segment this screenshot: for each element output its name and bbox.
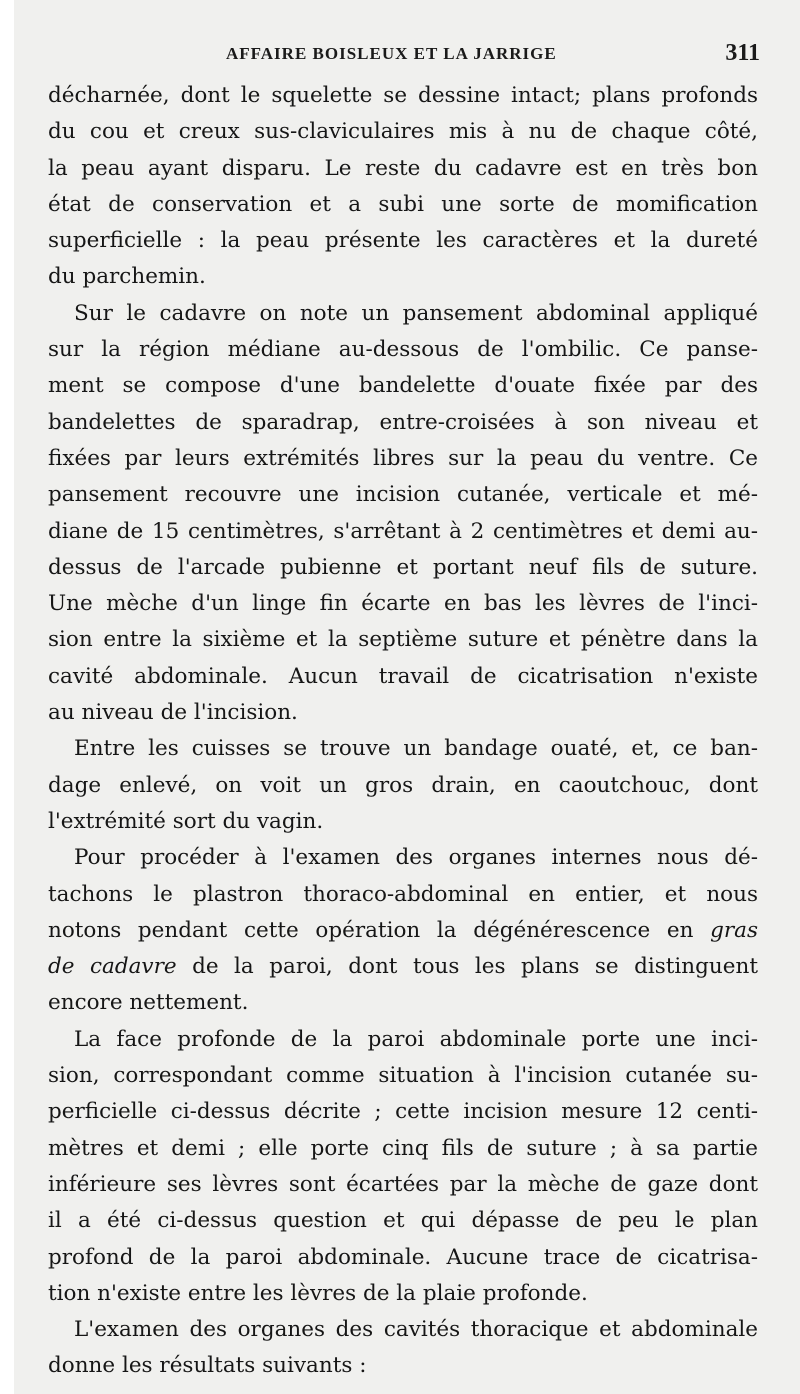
running-title: AFFAIRE BOISLEUX ET LA JARRIGE xyxy=(226,44,557,63)
text-line: au niveau de l'incision. xyxy=(48,700,298,726)
text-line: mètres et demi ; elle porte cinq fils de suture ; à sa partie xyxy=(48,1135,758,1161)
text-line: du parchemin. xyxy=(48,264,206,290)
text-line: dessus de l'arcade pubienne et portant neuf fils de suture. xyxy=(48,554,758,580)
text-line: sur la région médiane au-dessous de l'ombilic. Ce panse- xyxy=(48,337,758,363)
text-line: du cou et creux sus-claviculaires mis à nu de chaque côté, xyxy=(48,119,758,145)
paragraph xyxy=(48,1312,758,1385)
text-line: superficielle : la peau présente les caractères et la dureté xyxy=(48,228,758,254)
page-number: 311 xyxy=(725,40,760,66)
text-line: La face profonde de la paroi abdominale porte une inci- xyxy=(74,1026,758,1052)
italic-term: de cadavre xyxy=(48,954,177,980)
text-line: Entre les cuisses se trouve un bandage ouaté, et, ce ban- xyxy=(74,736,758,762)
text-fragment: notons pendant cette opération la dégénérescence en xyxy=(48,917,694,943)
text-line: donne les résultats suivants : xyxy=(48,1353,367,1379)
page-header xyxy=(48,40,760,70)
text-line: diane de 15 centimètres, s'arrêtant à 2 centimètres et demi au- xyxy=(48,518,758,544)
text-line: Pour procéder à l'examen des organes internes nous dé- xyxy=(74,845,758,871)
text-line: profond de la paroi abdominale. Aucune trace de cicatrisa- xyxy=(48,1244,758,1270)
paragraph xyxy=(48,78,758,296)
text-line xyxy=(48,913,758,949)
text-line: encore nettement. xyxy=(48,990,249,1016)
text-line: Sur le cadavre on note un pansement abdominal appliqué xyxy=(74,300,758,326)
text-line: pansement recouvre une incision cutanée, verticale et mé- xyxy=(48,482,758,508)
paragraph xyxy=(48,731,758,840)
text-line: Une mèche d'un linge fin écarte en bas les lèvres de l'inci- xyxy=(48,591,758,617)
text-line: dage enlevé, on voit un gros drain, en caoutchouc, dont xyxy=(48,772,758,798)
text-line: l'extrémité sort du vagin. xyxy=(48,808,324,834)
text-line: sion entre la sixième et la septième suture et pénètre dans la xyxy=(48,627,758,653)
text-line: bandelettes de sparadrap, entre-croisées à son niveau et xyxy=(48,409,758,435)
text-fragment: de la paroi, dont tous les plans se distinguent xyxy=(192,954,758,980)
italic-term: gras xyxy=(710,917,759,943)
text-line: perficielle ci-dessus décrite ; cette incision mesure 12 centi- xyxy=(48,1099,758,1125)
text-line: L'examen des organes des cavités thoracique et abdominale xyxy=(74,1317,758,1343)
text-line: ment se compose d'une bandelette d'ouate fixée par des xyxy=(48,373,758,399)
text-line: sion, correspondant comme situation à l'incision cutanée su- xyxy=(48,1063,758,1089)
paragraph xyxy=(48,296,758,732)
page-margin xyxy=(0,0,14,1394)
text-line xyxy=(48,949,758,985)
text-line: décharnée, dont le squelette se dessine intact; plans profonds xyxy=(48,83,758,108)
body-text xyxy=(48,78,758,1385)
text-line: cavité abdominale. Aucun travail de cicatrisation n'existe xyxy=(48,663,758,689)
text-line: tion n'existe entre les lèvres de la plaie profonde. xyxy=(48,1280,588,1306)
paragraph xyxy=(48,840,758,1021)
text-line: état de conservation et a subi une sorte de momification xyxy=(48,191,758,217)
paragraph xyxy=(48,1022,758,1312)
text-line: la peau ayant disparu. Le reste du cadavre est en très bon xyxy=(48,155,758,181)
text-line: inférieure ses lèvres sont écartées par la mèche de gaze dont xyxy=(48,1171,758,1197)
text-line: fixées par leurs extrémités libres sur la peau du ventre. Ce xyxy=(48,445,758,471)
text-line: il a été ci-dessus question et qui dépasse de peu le plan xyxy=(48,1208,758,1234)
text-line: tachons le plastron thoraco-abdominal en entier, et nous xyxy=(48,881,758,907)
